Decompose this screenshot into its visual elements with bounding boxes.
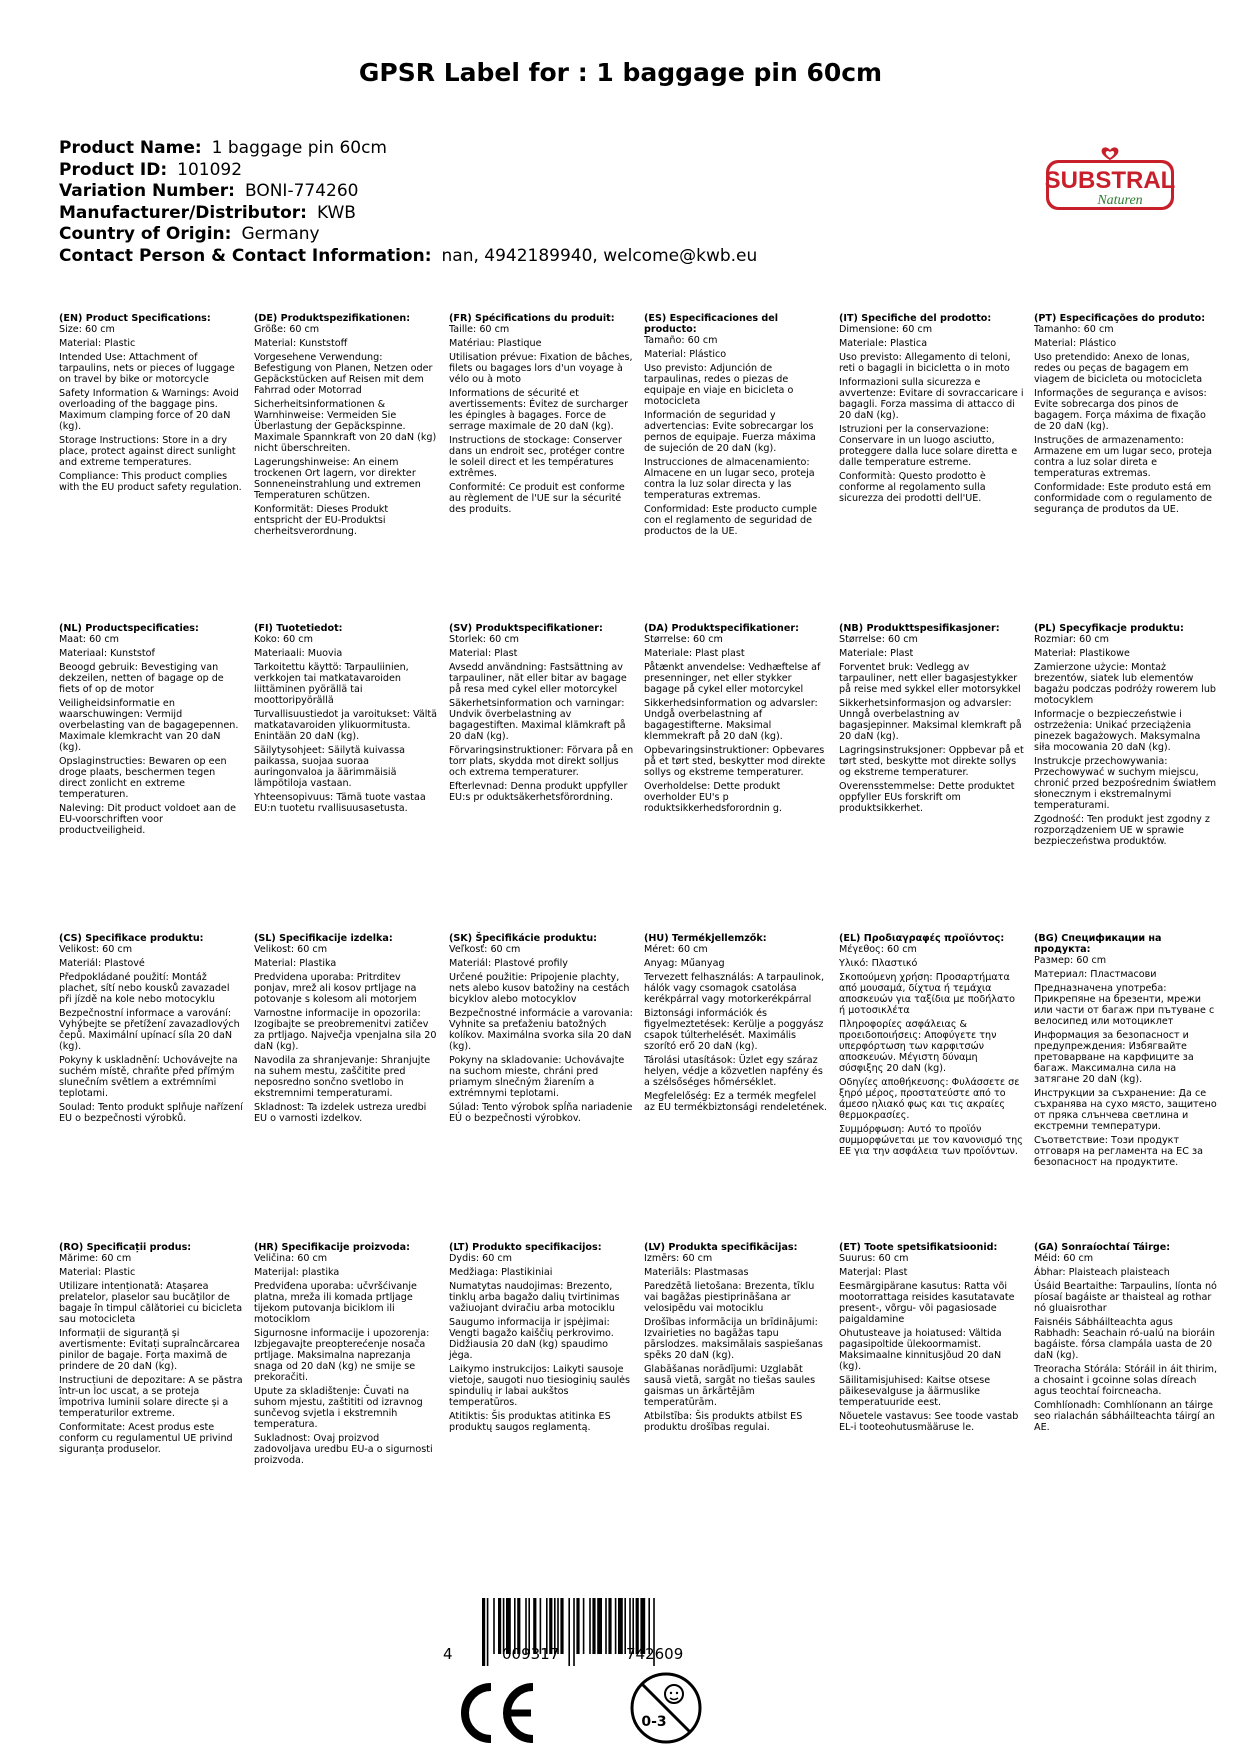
spec-paragraph: Biztonsági információk és figyelmeztetések: Kerülje a poggyász csapok túlterhelését. Maximális szorító erő 20 daN (kg).: [644, 1008, 824, 1052]
barcode-digits-left: 009317: [502, 1645, 560, 1663]
spec-block: [59, 933, 244, 1127]
barcode-bar: [493, 1598, 495, 1654]
spec-paragraph: Uso previsto: Adjunción de tarpaulinas, redes o piezas de equipaje en viaje en bicicleta o motocicleta: [644, 363, 794, 407]
spec-paragraph: Uso pretendido: Anexo de lonas, redes ou peças de bagagem em viagem de bicicleta ou motocicleta: [1034, 352, 1203, 385]
spec-heading: (IT) Specifiche del prodotto:: [839, 313, 992, 324]
spec-block: [644, 933, 829, 1116]
spec-size: Velikost: 60 cm: [254, 944, 328, 955]
spec-paragraph: Storage Instructions: Store in a dry place, protect against direct sunlight and extreme temperatures.: [59, 435, 236, 468]
spec-paragraph: Tárolási utasítások: Üzlet egy száraz helyen, védje a közvetlen napfény és a szélsőséges hőmérséklet.: [644, 1055, 823, 1088]
spec-paragraph: Instruções de armazenamento: Armazene em um lugar seco, proteja contra a luz solar direta e temperaturas extremas.: [1034, 435, 1213, 479]
spec-paragraph: Compliance: This product complies with the EU product safety regulation.: [59, 471, 242, 493]
barcode-digits-right: 742609: [626, 1645, 684, 1663]
spec-paragraph: Treoracha Stórála: Stóráil in áit thirim, a chosaint i gcoinne solas díreach agus teochtaí foircneacha.: [1034, 1364, 1218, 1397]
spec-block: [1034, 623, 1219, 850]
spec-material: Ábhar: Plaisteach plaisteach: [1034, 1267, 1170, 1278]
spec-paragraph: Informations de sécurité et avertissements: Évitez de surcharger les épingles à bagages. Force de serrage maximale de 20 daN (kg).: [449, 388, 629, 432]
spec-block: [1034, 933, 1219, 1171]
spec-block: [839, 1242, 1024, 1436]
spec-paragraph: Predviđena uporaba: učvršćivanje platna, mreža ili komada prtljage tijekom putovanja biciklom ili motociklom: [254, 1281, 417, 1325]
spec-paragraph: Instrucciones de almacenamiento: Almacene en un lugar seco, proteja contra la luz solar directa y las temperaturas extremas.: [644, 457, 815, 501]
barcode-bar: [487, 1598, 489, 1666]
spec-paragraph: Lagringsinstruksjoner: Oppbevar på et tørt sted, beskytte mot direkte sollys og ekstreme temperaturer.: [839, 745, 1024, 778]
spec-paragraph: Drošības informācija un brīdinājumi: Izvairieties no bagāžas tapu pārslodzes. maksimālais saspiešanas spēks 20 daN (kg).: [644, 1317, 823, 1361]
spec-block: [59, 623, 244, 839]
spec-paragraph: Laikymo instrukcijos: Laikyti sausoje vietoje, saugoti nuo tiesioginių saulės spindulių ir labai aukštos temperatūros.: [449, 1364, 631, 1408]
spec-paragraph: Инструкции за съхранение: Да се съхранява на сухо място, защитено от пряка слънчева светлина и екстремни температури.: [1034, 1088, 1217, 1132]
spec-heading: (NL) Productspecificaties:: [59, 623, 199, 634]
spec-material: Material: Plástico: [644, 349, 727, 360]
spec-size: Tamanho: 60 cm: [1034, 324, 1114, 335]
spec-paragraph: Overensstemmelse: Dette produktet oppfyller EUs forskrift om produktsikkerhet.: [839, 781, 1015, 814]
spec-paragraph: Informații de siguranță și avertismente: Evitați supraîncărcarea pinilor de bagaje. Forța maximă de prindere de 20 daN (kg).: [59, 1328, 240, 1372]
spec-paragraph: Tervezett felhasználás: A tarpaulinok, hálók vagy csomagok csatolása kerékpárral vagy motorkerékpárral: [644, 972, 825, 1005]
spec-paragraph: Atbilstība: Šis produkts atbilst ES produktu drošības regulai.: [644, 1411, 803, 1433]
spec-material: Material: Plast: [449, 648, 518, 659]
spec-size: Размер: 60 cm: [1034, 955, 1107, 966]
spec-paragraph: Beoogd gebruik: Bevestiging van dekzeilen, netten of bagage op de fiets of op de motor: [59, 662, 224, 695]
barcode-bar: [576, 1598, 579, 1654]
spec-material: Materjal: Plast: [839, 1267, 908, 1278]
spec-paragraph: Určené použitie: Pripojenie plachty, nets alebo kusov batožiny na cestách bicyklov alebo motocyklov: [449, 972, 630, 1005]
spec-heading: (CS) Specifikace produktu:: [59, 933, 204, 944]
spec-block: [254, 623, 439, 817]
spec-paragraph: Comhlíonadh: Comhlíonann an táirge seo rialachán sábháilteachta táirgí an AE.: [1034, 1400, 1215, 1433]
manufacturer-row: [59, 203, 757, 225]
spec-paragraph: Forventet bruk: Vedlegg av tarpauliner, nett eller bagasjestykker på reise med sykkel eller motorsykkel: [839, 662, 1021, 695]
spec-paragraph: Eesmärgipärane kasutus: Ratta või mootorrattaga reisides kasutatavate present-, võrgu- või pagasiosade paigaldamine: [839, 1281, 1015, 1325]
spec-paragraph: Sigurnosne informacije i upozorenja: Izbjegavajte preopterećenje nosača prtljage. Maksimalna naprezanja snaga od 20 daN (kg) ne smije se prekoračiti.: [254, 1328, 430, 1383]
spec-size: Dimensione: 60 cm: [839, 324, 933, 335]
spec-paragraph: Paredzētā lietošana: Brezenta, tīklu vai bagāžas piestiprināšana ar velosipēdu vai motociklu: [644, 1281, 815, 1314]
spec-paragraph: Sicherheitsinformationen & Warnhinweise: Vermeiden Sie Überlastung der Gepäckspinne. Maximale Spannkraft von 20 daN (kg) nicht überschreiten.: [254, 399, 437, 454]
spec-paragraph: Utilisation prévue: Fixation de bâches, filets ou bagages lors d'un voyage à vélo ou à moto: [449, 352, 633, 385]
variation-number-value: BONI-774260: [244, 181, 359, 201]
spec-size: Mărime: 60 cm: [59, 1253, 132, 1264]
spec-material: Materiál: Plastové: [59, 958, 145, 969]
spec-material: Medžiaga: Plastikiniai: [449, 1267, 553, 1278]
spec-block: [839, 313, 1024, 507]
spec-block: [254, 313, 439, 540]
spec-heading: (EL) Προδιαγραφές προϊόντος:: [839, 933, 1005, 944]
spec-material: Anyag: Műanyag: [644, 958, 725, 969]
spec-block: [644, 1242, 829, 1436]
barcode-bar: [498, 1598, 501, 1654]
spec-paragraph: Bezpečnostní informace a varování: Vyhýbejte se přetížení zavazadlových čepů. Maximální upínací síla 20 daN (kg).: [59, 1008, 240, 1052]
spec-heading: (SK) Špecifikácie produktu:: [449, 933, 598, 944]
spec-paragraph: Atitiktis: Šis produktas atitinka ES produktų saugos reglamentą.: [449, 1411, 611, 1433]
product-name-row: [59, 138, 757, 160]
spec-block: [59, 313, 244, 496]
spec-paragraph: Σκοπούμενη χρήση: Προσαρτήματα από μουσαμά, δίχτυα ή τεμάχια αποσκευών για ταξίδια με ποδήλατο ή μοτοσικλέτα: [839, 972, 1015, 1016]
spec-material: Materiaali: Muovia: [254, 648, 343, 659]
product-id-label: Product ID:: [59, 159, 168, 180]
spec-paragraph: Nõuetele vastavus: See toode vastab EL-i tooteohutusmääruse le.: [839, 1411, 1019, 1433]
spec-heading: (LT) Produkto specifikacijos:: [449, 1242, 602, 1253]
country-row: [59, 224, 757, 246]
spec-material: Materiál: Plastové profily: [449, 958, 568, 969]
spec-paragraph: Säilitamisjuhised: Kaitse otsese päikesevalguse ja äärmuslike temperatuuride eest.: [839, 1375, 991, 1408]
spec-paragraph: Predvidena uporaba: Pritrditev ponjav, mrež ali kosov prtljage na potovanje s kolesom ali motorjem: [254, 972, 417, 1005]
spec-heading: (PT) Especificações do produto:: [1034, 313, 1206, 324]
spec-paragraph: Förvaringsinstruktioner: Förvara på en torr plats, skydda mot direkt solljus och extrema temperaturer.: [449, 745, 634, 778]
barcode-bar: [573, 1598, 575, 1666]
spec-heading: (DA) Produktspecifikationer:: [644, 623, 799, 634]
spec-paragraph: Ohutusteave ja hoiatused: Vältida pagasipoltide ülekoormamist. Maksimaalne kinnitusjõud 20 daN (kg).: [839, 1328, 1002, 1372]
spec-block: [449, 1242, 634, 1436]
spec-paragraph: Veiligheidsinformatie en waarschuwingen: Vermijd overbelasting van de bagagepennen. Maximale klemkracht van 20 daN (kg).: [59, 698, 239, 753]
page-title: GPSR Label for : 1 baggage pin 60cm: [358, 58, 883, 87]
spec-size: Tamaño: 60 cm: [644, 335, 718, 346]
contact-value: nan, 4942189940, welcome@kwb.eu: [441, 245, 758, 266]
spec-size: Maat: 60 cm: [59, 634, 119, 645]
spec-size: Koko: 60 cm: [254, 634, 313, 645]
spec-block: [1034, 1242, 1219, 1436]
barcode-bar: [618, 1598, 623, 1654]
barcode-bar: [592, 1598, 595, 1654]
spec-material: Materiāls: Plastmasas: [644, 1267, 749, 1278]
spec-paragraph: Turvallisuustiedot ja varoitukset: Vältä matkatavaroiden ylikuormitusta. Enintään 20 daN (kg).: [254, 709, 438, 742]
spec-paragraph: Bezpečnostné informácie a varovania: Vyhnite sa preťaženiu batožných kolíkov. Maximálna svorka sila 20 daN (kg).: [449, 1008, 633, 1052]
substral-logo: [1044, 146, 1176, 212]
spec-paragraph: Informacje o bezpieczeństwie i ostrzeżenia: Unikać przeciążenia pinezek bagażowych. Maksymalna siła mocowania 20 daN (kg).: [1034, 709, 1201, 753]
not-for-children-0-3-icon: [628, 1670, 704, 1746]
spec-paragraph: Instrukcje przechowywania: Przechowywać w suchym miejscu, chronić przed bezpośrednim światłem słonecznym i ekstremalnymi temperaturami.: [1034, 756, 1217, 811]
spec-heading: (FI) Tuotetiedot:: [254, 623, 343, 634]
barcode-bar: [560, 1598, 563, 1654]
contact-label: Contact Person & Contact Information:: [59, 245, 432, 266]
product-id-value: 101092: [177, 159, 243, 180]
spec-paragraph: Πληροφορίες ασφάλειας & προειδοποιήσεις: Αποφύγετε την υπερφόρτωση των καρφιτσών αποσκευών. Μέγιστη δύναμη σύσφιξης 20 daN (kg).: [839, 1019, 997, 1074]
spec-size: Méid: 60 cm: [1034, 1253, 1094, 1264]
country-value: Germany: [241, 224, 320, 244]
barcode-bar: [482, 1598, 485, 1666]
spec-paragraph: Lagerungshinweise: An einem trockenen Ort lagern, vor direkter Sonneneinstrahlung und extremen Temperaturen schützen.: [254, 457, 421, 501]
spec-heading: (GA) Sonraíochtaí Táirge:: [1034, 1242, 1171, 1253]
spec-paragraph: Sikkerhetsinformasjon og advarsler: Unngå overbelastning av bagasjepinner. Maksimal klemkraft på 20 daN (kg).: [839, 698, 1022, 742]
spec-heading: (HU) Termékjellemzők:: [644, 933, 767, 944]
spec-paragraph: Faisnéis Sábháilteachta agus Rabhadh: Seachain ró-ualú na bioráin bagáiste. fórsa clampála uasta de 20 daN (kg).: [1034, 1317, 1215, 1361]
spec-size: Μέγεθος: 60 cm: [839, 944, 917, 955]
spec-heading: (NB) Produkttspesifikasjoner:: [839, 623, 1000, 634]
variation-number-row: [59, 181, 757, 203]
spec-paragraph: Информация за безопасност и предупреждения: Избягвайте претоварване на карфиците за багаж. Максимална сила на затягане 20 daN (kg).: [1034, 1030, 1194, 1085]
spec-block: [644, 313, 829, 540]
spec-size: Størrelse: 60 cm: [839, 634, 918, 645]
spec-material: Material: Plastic: [59, 1267, 136, 1278]
barcode-bar: [597, 1598, 602, 1654]
spec-size: Veličina: 60 cm: [254, 1253, 328, 1264]
spec-block: [59, 1242, 244, 1458]
spec-size: Größe: 60 cm: [254, 324, 320, 335]
spec-paragraph: Påtænkt anvendelse: Vedhæftelse af presenninger, net eller stykker bagage på cykel eller motorcykel: [644, 662, 821, 695]
spec-paragraph: Съответствие: Този продукт отговаря на регламента на ЕС за безопасност на продуктите.: [1034, 1135, 1203, 1168]
spec-paragraph: Konformität: Dieses Produkt entspricht der EU-Produktsi cherheitsverordnung.: [254, 504, 389, 537]
spec-size: Dydis: 60 cm: [449, 1253, 512, 1264]
manufacturer-value: KWB: [316, 202, 356, 223]
spec-material: Материал: Пластмасови: [1034, 969, 1157, 980]
spec-paragraph: Naleving: Dit product voldoet aan de EU-voorschriften voor productveiligheid.: [59, 803, 236, 836]
country-label: Country of Origin:: [59, 224, 232, 244]
age-label: 0-3: [641, 1714, 667, 1730]
spec-size: Taille: 60 cm: [449, 324, 510, 335]
spec-material: Matériau: Plastique: [449, 338, 542, 349]
spec-size: Storlek: 60 cm: [449, 634, 519, 645]
contact-row: [59, 246, 757, 268]
spec-paragraph: Opbevaringsinstruktioner: Opbevares på et tørt sted, beskytter mod direkte sollys og ekstreme temperaturer.: [644, 745, 826, 778]
spec-heading: (RO) Specificații produs:: [59, 1242, 192, 1253]
spec-block: [254, 1242, 439, 1469]
spec-size: Méret: 60 cm: [644, 944, 708, 955]
barcode-bar: [589, 1598, 591, 1654]
spec-paragraph: Úsáid Beartaithe: Tarpaulins, líonta nó píosaí bagáiste ar thaisteal ag rothar nó gluaisrothar: [1034, 1281, 1217, 1314]
spec-paragraph: Avsedd användning: Fastsättning av tarpauliner, nät eller bitar av bagage på resa med cykel eller motorcykel: [449, 662, 627, 695]
product-info: [59, 138, 757, 267]
spec-heading: (LV) Produkta specifikācijas:: [644, 1242, 798, 1253]
product-id-row: [59, 160, 757, 182]
spec-paragraph: Säilytysohjeet: Säilytä kuivassa paikassa, suojaa suoraa auringonvaloa ja äärimmäisiä lämpötiloja vastaan.: [254, 745, 405, 789]
spec-size: Rozmiar: 60 cm: [1034, 634, 1109, 645]
spec-paragraph: Glabāšanas norādījumi: Uzglabāt sausā vietā, sargāt no tiešas saules gaismas un ārkārtējām temperatūrām.: [644, 1364, 816, 1408]
spec-material: Materiale: Plastica: [839, 338, 928, 349]
spec-block: [1034, 313, 1219, 518]
spec-paragraph: Συμμόρφωση: Αυτό το προϊόν συμμορφώνεται με τον κανονισμό της ΕΕ για την ασφάλεια των προϊόντων.: [839, 1124, 1023, 1157]
spec-heading: (ES) Especificaciones del producto:: [644, 313, 779, 335]
spec-paragraph: Utilizare intenționată: Atașarea prelatelor, plaselor sau bucăților de bagaje în timpul călătoriei cu bicicleta sau motocicleta: [59, 1281, 243, 1325]
spec-paragraph: Conformidad: Este producto cumple con el reglamento de seguridad de productos de la UE.: [644, 504, 817, 537]
spec-material: Materiał: Plastikowe: [1034, 648, 1130, 659]
spec-paragraph: Sukladnost: Ovaj proizvod zadovoljava uredbu EU-a o sigurnosti proizvoda.: [254, 1433, 433, 1466]
spec-block: [254, 933, 439, 1127]
spec-paragraph: Tarkoitettu käyttö: Tarpauliinien, verkkojen tai matkatavaroiden liittäminen pyörällä tai moottoripyörällä: [254, 662, 409, 706]
barcode-bar: [615, 1598, 617, 1654]
spec-heading: (DE) Produktspezifikationen:: [254, 313, 411, 324]
spec-paragraph: Conformitate: Acest produs este conform cu regulamentul UE privind siguranța produselor.: [59, 1422, 233, 1455]
spec-paragraph: Megfelelőség: Ez a termék megfelel az EU termékbiztonsági rendeletének.: [644, 1091, 828, 1113]
spec-paragraph: Istruzioni per la conservazione: Conservare in un luogo asciutto, proteggere dalla luce solare diretta e dalle temperature estreme.: [839, 424, 1018, 468]
spec-heading: (ET) Toote spetsifikatsioonid:: [839, 1242, 998, 1253]
spec-paragraph: Vorgesehene Verwendung: Befestigung von Planen, Netzen oder Gepäckstücken auf Reisen mit dem Fahrrad oder Motorrad: [254, 352, 433, 396]
product-name-label: Product Name:: [59, 138, 202, 158]
spec-paragraph: Soulad: Tento produkt splňuje nařízení EU o bezpečnosti výrobků.: [59, 1102, 243, 1124]
spec-paragraph: Súlad: Tento výrobok spĺňa nariadenie EÚ o bezpečnosti výrobkov.: [449, 1102, 633, 1124]
spec-block: [449, 623, 634, 806]
spec-material: Materiale: Plast: [839, 648, 914, 659]
spec-paragraph: Varnostne informacije in opozorila: Izogibajte se preobremenitvi zatičev za prtljago. Največja vpenjalna sila 20 daN (kg).: [254, 1008, 437, 1052]
spec-material: Υλικό: Πλαστικό: [839, 958, 918, 969]
spec-material: Material: Plastika: [254, 958, 337, 969]
spec-paragraph: Instrucțiuni de depozitare: A se păstra într-un loc uscat, a se proteja împotriva luminii solare directe și a temperaturilor extreme.: [59, 1375, 243, 1419]
spec-block: [449, 313, 634, 518]
barcode-digit-prefix: 4: [443, 1645, 453, 1663]
spec-size: Izmērs: 60 cm: [644, 1253, 713, 1264]
spec-paragraph: Información de seguridad y advertencias: Evite sobrecargar los pernos de equipaje. Fuerza máxima de sujeción de 20 daN (kg).: [644, 410, 816, 454]
product-name-value: 1 baggage pin 60cm: [211, 138, 387, 158]
spec-heading: (PL) Specyfikacje produktu:: [1034, 623, 1184, 634]
spec-heading: (EN) Product Specifications:: [59, 313, 211, 324]
spec-heading: (SV) Produktspecifikationer:: [449, 623, 603, 634]
spec-paragraph: Skladnost: Ta izdelek ustreza uredbi EU o varnosti izdelkov.: [254, 1102, 427, 1124]
barcode-bar: [568, 1598, 570, 1666]
spec-heading: (SL) Specifikacije izdelka:: [254, 933, 393, 944]
spec-material: Material: Plastic: [59, 338, 136, 349]
spec-paragraph: Pokyny k uskladnění: Uchovávejte na suchém místě, chraňte před přímým slunečním světlem a extrémními teplotami.: [59, 1055, 238, 1099]
barcode-bar: [605, 1598, 607, 1654]
spec-material: Materiale: Plast plast: [644, 648, 745, 659]
spec-paragraph: Safety Information & Warnings: Avoid overloading of the baggage pins. Maximum clamping force of 20 daN (kg).: [59, 388, 239, 432]
spec-heading: (BG) Спецификации на продукта:: [1034, 933, 1162, 955]
spec-paragraph: Pokyny na skladovanie: Uchovávajte na suchom mieste, chráni pred priamym slnečným žiarením a extrémnymi teplotami.: [449, 1055, 625, 1099]
logo-brand-text: SUBSTRAL: [1044, 167, 1176, 194]
spec-size: Størrelse: 60 cm: [644, 634, 723, 645]
spec-paragraph: Intended Use: Attachment of tarpaulins, nets or pieces of luggage on travel by bike or motorcycle: [59, 352, 235, 385]
spec-paragraph: Efterlevnad: Denna produkt uppfyller EU:s pr oduktsäkerhetsförordning.: [449, 781, 628, 803]
spec-paragraph: Opslaginstructies: Bewaren op een droge plaats, beschermen tegen direct zonlicht en extreme temperaturen.: [59, 756, 227, 800]
variation-number-label: Variation Number:: [59, 181, 235, 201]
spec-paragraph: Numatytas naudojimas: Brezento, tinklų arba bagažo dalių tvirtinimas važiuojant dviračiu arba motociklu: [449, 1281, 620, 1314]
spec-paragraph: Säkerhetsinformation och varningar: Undvik överbelastning av bagagestiften. Maximal klämkraft på 20 daN (kg).: [449, 698, 626, 742]
spec-paragraph: Οδηγίες αποθήκευσης: Φυλάσσετε σε ξηρό μέρος, προστατεύστε από το άμεσο ηλιακό φως και τις ακραίες θερμοκρασίες.: [839, 1077, 1020, 1121]
spec-paragraph: Saugumo informacija ir įspėjimai: Vengti bagažo kaiščių perkrovimo. Didžiausia 20 daN (kg) spaudimo jėga.: [449, 1317, 614, 1361]
spec-size: Suurus: 60 cm: [839, 1253, 909, 1264]
spec-heading: (FR) Spécifications du produit:: [449, 313, 615, 324]
spec-paragraph: Предназначена употреба: Прикрепяне на брезенти, мрежи или части от багаж при пътуване с велосипед или мотоциклет: [1034, 983, 1215, 1027]
manufacturer-label: Manufacturer/Distributor:: [59, 202, 307, 223]
spec-block: [839, 623, 1024, 817]
barcode-bar: [583, 1598, 585, 1654]
spec-block: [644, 623, 829, 817]
barcode-bar: [608, 1598, 611, 1654]
spec-paragraph: Zamierzone użycie: Montaż brezentów, siatek lub elementów bagażu podczas podróży rowerem lub motocyklem: [1034, 662, 1217, 706]
spec-material: Materijal: plastika: [254, 1267, 340, 1278]
spec-paragraph: Informações de segurança e avisos: Evite sobrecarga dos pinos de bagagem. Força máxima de fixação de 20 daN (kg).: [1034, 388, 1207, 432]
spec-paragraph: Navodila za shranjevanje: Shranjujte na suhem mestu, zaščitite pred neposredno sončno svetlobo in ekstremnimi temperaturami.: [254, 1055, 431, 1099]
spec-material: Material: Plástico: [1034, 338, 1117, 349]
spec-paragraph: Conformidade: Este produto está em conformidade com o regulamento de segurança de produtos da UE.: [1034, 482, 1213, 515]
spec-paragraph: Instructions de stockage: Conserver dans un endroit sec, protéger contre le soleil direct et les températures extrêmes.: [449, 435, 625, 479]
spec-paragraph: Zgodność: Ten produkt jest zgodny z rozporządzeniem UE w sprawie bezpieczeństwa produktów.: [1034, 814, 1210, 847]
spec-size: Velikost: 60 cm: [59, 944, 133, 955]
spec-size: Veľkosť: 60 cm: [449, 944, 521, 955]
ce-mark-icon: [455, 1683, 537, 1743]
spec-paragraph: Informazioni sulla sicurezza e avvertenze: Evitare di sovraccaricare i bagagli. Forza massima di attacco di 20 daN (kg).: [839, 377, 1024, 421]
spec-paragraph: Sikkerhedsinformation og advarsler: Undgå overbelastning af bagagestifterne. Maksimal klemmekraft på 20 daN (kg).: [644, 698, 818, 742]
spec-paragraph: Overholdelse: Dette produkt overholder EU's p roduktsikkerhedsforordnin g.: [644, 781, 783, 814]
spec-block: [449, 933, 634, 1127]
spec-paragraph: Předpokládané použití: Montáž plachet, sítí nebo kousků zavazadel při jízdě na kole nebo motocyklu: [59, 972, 230, 1005]
spec-paragraph: Upute za skladištenje: Čuvati na suhom mjestu, zaštititi od izravnog sunčevog svjetla i ekstremnih temperatura.: [254, 1386, 423, 1430]
spec-heading: (HR) Specifikacije proizvoda:: [254, 1242, 410, 1253]
spec-paragraph: Uso previsto: Allegamento di teloni, reti o bagagli in bicicletta o in moto: [839, 352, 1011, 374]
logo-sub-text: Naturen: [1097, 193, 1143, 208]
spec-paragraph: Conformità: Questo prodotto è conforme al regolamento sulla sicurezza dei prodotti dell'UE.: [839, 471, 986, 504]
spec-block: [839, 933, 1024, 1160]
spec-paragraph: Conformité: Ce produit est conforme au règlement de l'UE sur la sécurité des produits.: [449, 482, 625, 515]
spec-size: Size: 60 cm: [59, 324, 115, 335]
spec-paragraph: Yhteensopivuus: Tämä tuote vastaa EU:n tuotetu rvallisuusasetusta.: [254, 792, 426, 814]
spec-material: Material: Kunststoff: [254, 338, 348, 349]
spec-material: Materiaal: Kunststof: [59, 648, 155, 659]
